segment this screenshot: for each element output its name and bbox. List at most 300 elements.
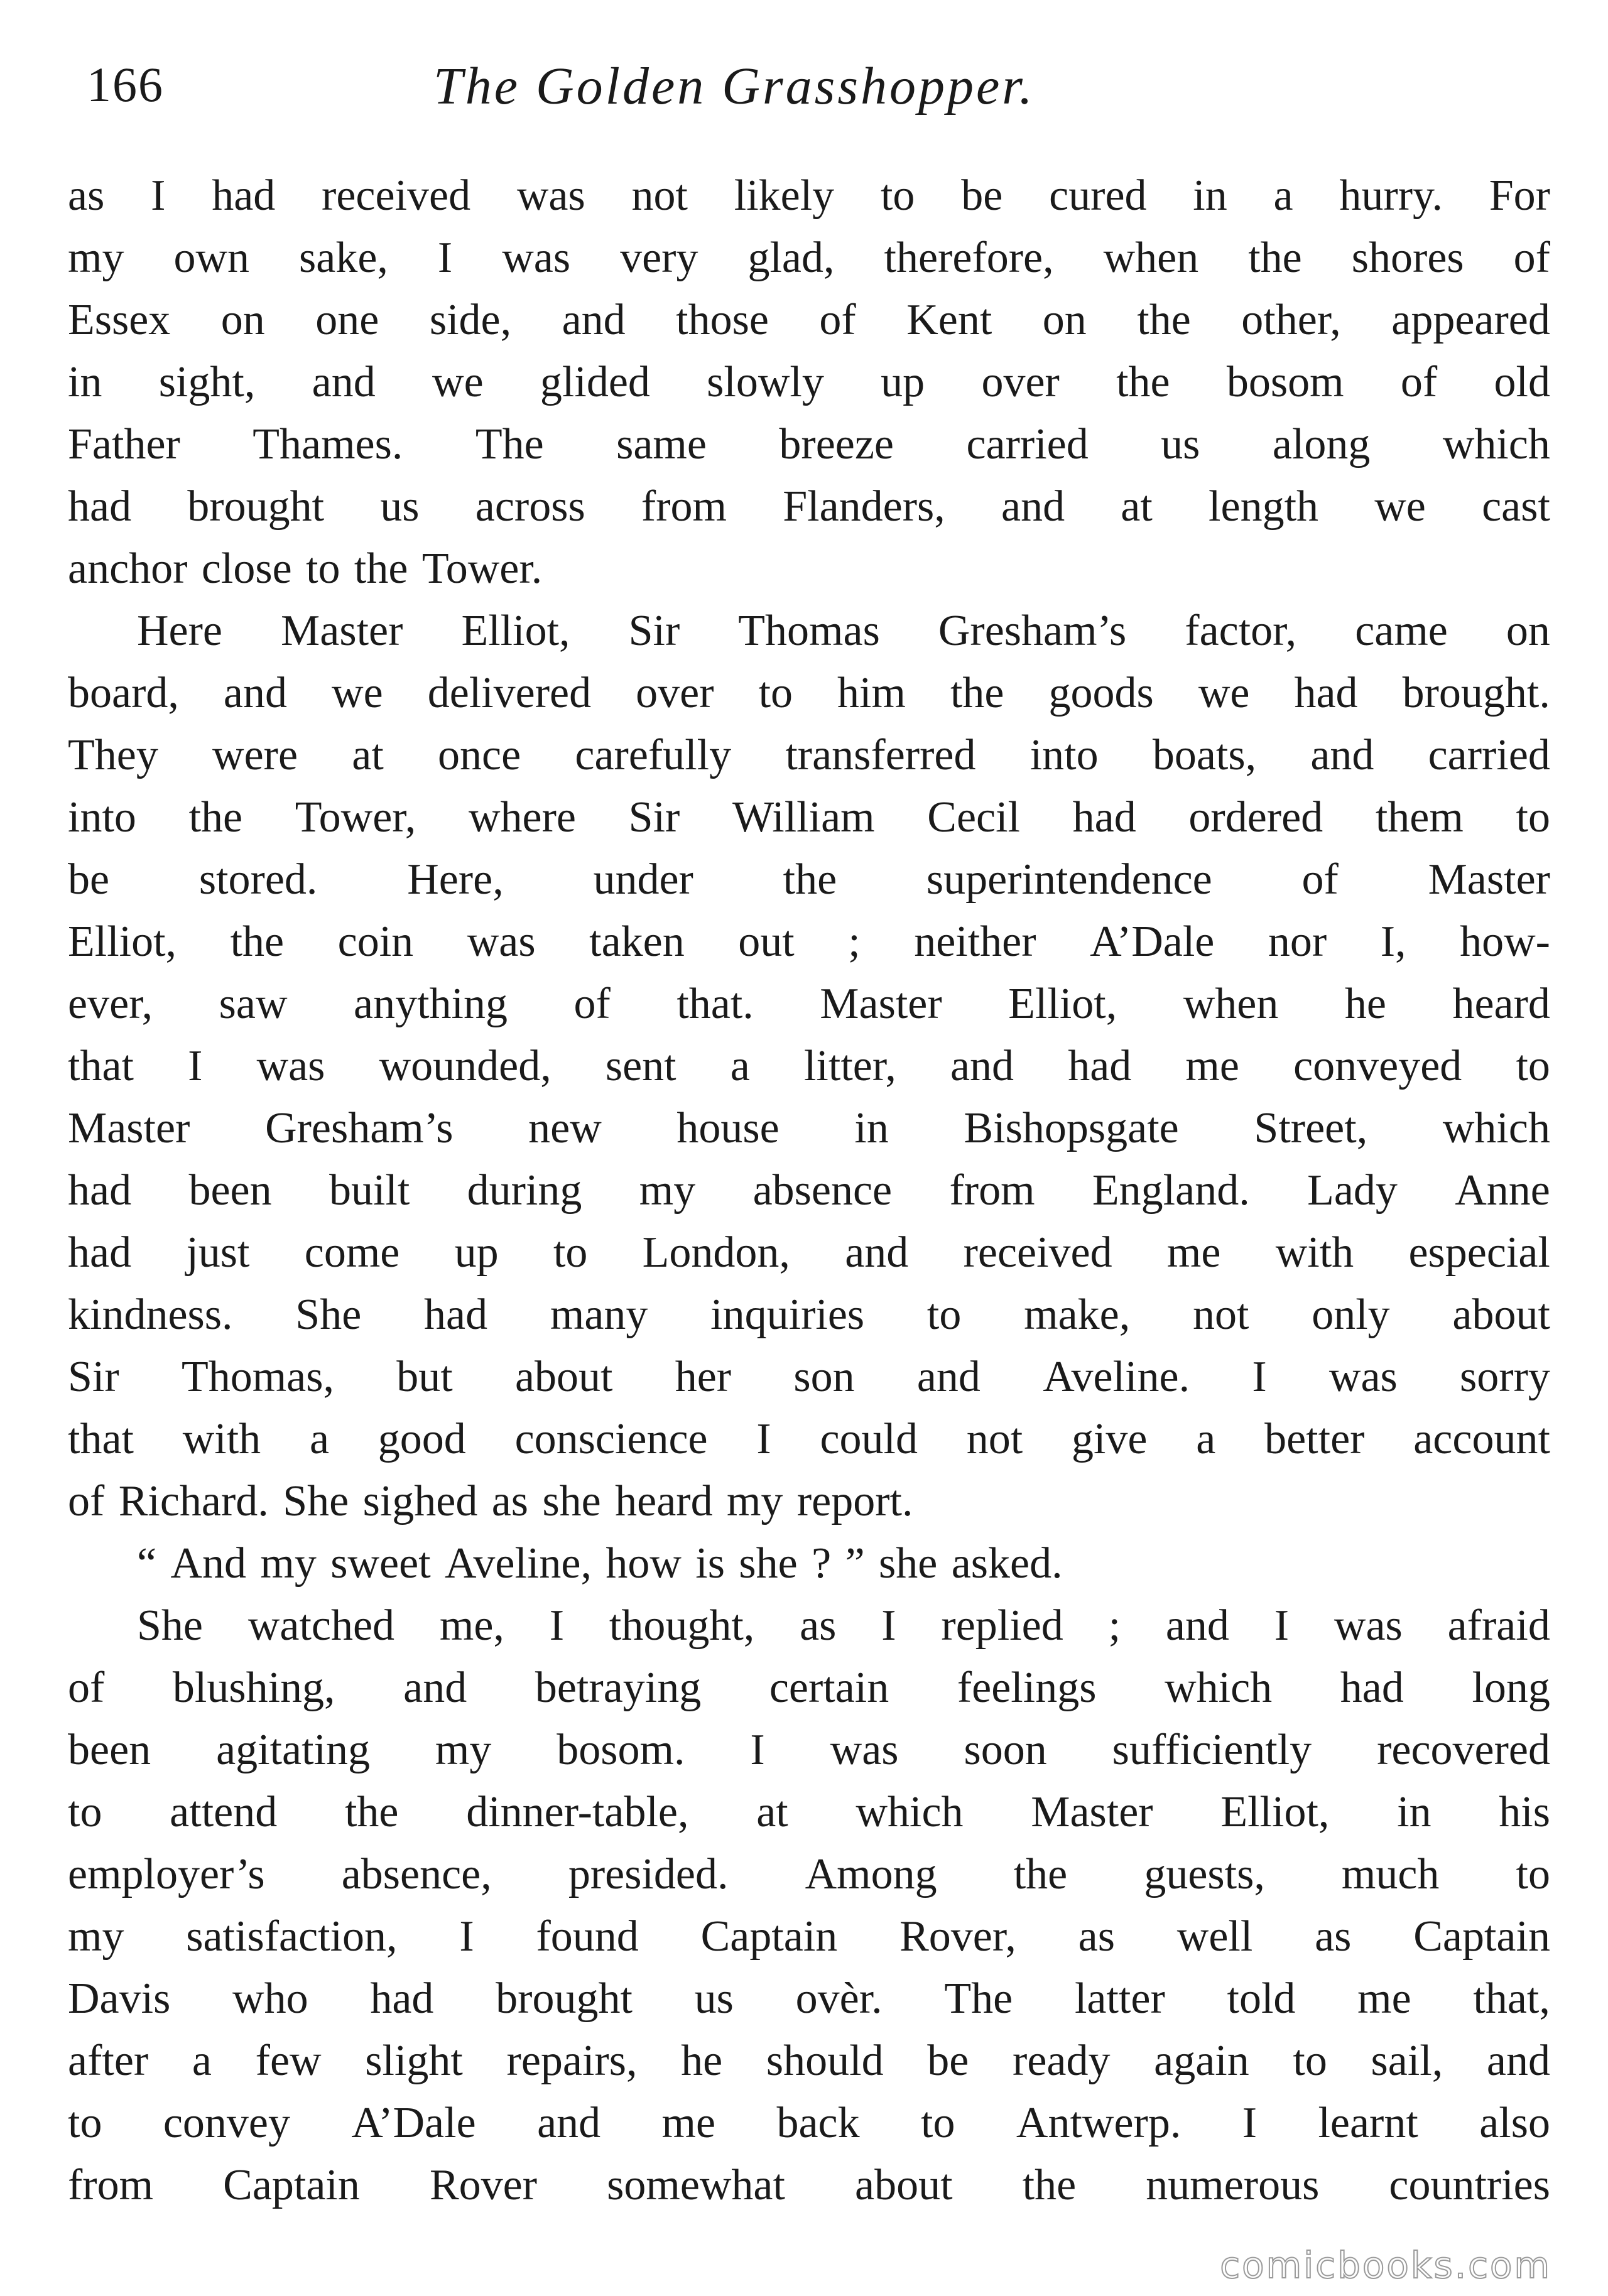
- word: back: [776, 2099, 860, 2147]
- word: which: [1165, 1664, 1273, 1712]
- word: neither: [914, 918, 1036, 966]
- word: along: [1272, 420, 1371, 468]
- word: me,: [439, 1601, 504, 1650]
- word: Elliot,: [68, 918, 177, 966]
- word: Anne: [1455, 1166, 1550, 1215]
- word: repairs,: [506, 2037, 638, 2085]
- word: ordered: [1188, 793, 1323, 842]
- word: and: [845, 1228, 909, 1277]
- word: satisfaction,: [186, 1912, 398, 1961]
- word: which: [1442, 1104, 1550, 1152]
- word: hurry.: [1339, 171, 1443, 220]
- word: brought.: [1402, 669, 1550, 717]
- word: a: [1273, 171, 1293, 220]
- word: was: [1328, 1353, 1398, 1401]
- word: same: [616, 420, 707, 468]
- word: I: [437, 234, 453, 282]
- word: attend: [170, 1788, 278, 1836]
- word: I: [188, 1042, 203, 1090]
- word: boats,: [1152, 731, 1257, 779]
- word: Sir: [628, 607, 680, 655]
- word: own: [173, 234, 250, 282]
- word: sail,: [1371, 2037, 1443, 2085]
- word: cured: [1049, 171, 1147, 220]
- word: new: [528, 1104, 602, 1152]
- word: in: [1193, 171, 1227, 220]
- text-line: [68, 1346, 1550, 1408]
- word: on: [220, 296, 265, 344]
- word: once: [438, 731, 521, 779]
- word: of: [68, 1664, 105, 1712]
- word: and: [1486, 2037, 1550, 2085]
- word: superintendence: [926, 855, 1212, 904]
- word: afraid: [1447, 1601, 1550, 1650]
- word: be: [927, 2037, 969, 2085]
- word: Tower,: [295, 793, 416, 842]
- text-line: [68, 1843, 1550, 1905]
- word: he: [681, 2037, 723, 2085]
- word: Among: [805, 1850, 937, 1898]
- word: I: [151, 171, 166, 220]
- word: long: [1472, 1664, 1550, 1712]
- text-line: [68, 1719, 1550, 1781]
- word: many: [550, 1291, 648, 1339]
- word: A’Dale: [1090, 918, 1215, 966]
- word: Aveline,: [445, 1539, 592, 1588]
- word: Bishopsgate: [964, 1104, 1179, 1152]
- word: Davis: [68, 1974, 171, 2023]
- word: in: [854, 1104, 889, 1152]
- word: Cecil: [927, 793, 1020, 842]
- word: about: [855, 2161, 953, 2209]
- word: had: [424, 1291, 488, 1339]
- word: we: [332, 669, 383, 717]
- body-text: [68, 165, 1550, 2216]
- text-line: [68, 1470, 1550, 1532]
- word: very: [620, 234, 698, 282]
- word: London,: [642, 1228, 790, 1277]
- word: those: [676, 296, 769, 344]
- word: with: [1275, 1228, 1354, 1277]
- word: as: [800, 1601, 837, 1650]
- word: that,: [1473, 1974, 1550, 2023]
- word: was: [502, 234, 571, 282]
- word: again: [1154, 2037, 1249, 2085]
- word: she: [542, 1477, 601, 1525]
- word: come: [304, 1228, 400, 1277]
- word: and: [562, 296, 626, 344]
- word: litter,: [803, 1042, 896, 1090]
- word: us: [694, 1974, 734, 2023]
- word: close: [201, 544, 292, 593]
- word: and: [537, 2099, 601, 2147]
- text-line: [68, 1781, 1550, 1843]
- word: Gresham’s: [938, 607, 1127, 655]
- text-line: [68, 1284, 1550, 1346]
- word: the: [188, 793, 243, 842]
- word: under: [593, 855, 693, 904]
- word: not: [966, 1415, 1023, 1463]
- word: be: [68, 855, 110, 904]
- page-number: 166: [87, 57, 164, 112]
- word: ready: [1013, 2037, 1111, 2085]
- word: he: [1344, 980, 1386, 1028]
- word: carried: [1428, 731, 1550, 779]
- word: Elliot,: [461, 607, 570, 655]
- text-line: [68, 2092, 1550, 2154]
- word: as: [491, 1477, 529, 1525]
- word: should: [766, 2037, 884, 2085]
- word: over: [636, 669, 714, 717]
- word: goods: [1048, 669, 1154, 717]
- word: Tower.: [421, 544, 543, 593]
- running-title: The Golden Grasshopper.: [433, 57, 1035, 116]
- word: Thomas: [738, 607, 880, 655]
- word: she: [739, 1539, 798, 1588]
- word: could: [820, 1415, 918, 1463]
- word: in: [68, 358, 102, 406]
- text-line: [68, 413, 1550, 475]
- word: well: [1176, 1912, 1253, 1961]
- word: as: [68, 171, 105, 220]
- word: I: [549, 1601, 565, 1650]
- word: to: [1516, 793, 1550, 842]
- word: Rover,: [899, 1912, 1016, 1961]
- watermark-logo: comicbooks.com: [1220, 2244, 1551, 2287]
- word: She: [283, 1477, 349, 1525]
- text-line: [68, 1408, 1550, 1470]
- word: and: [1310, 731, 1374, 779]
- word: to: [926, 1291, 962, 1339]
- word: Captain: [1413, 1912, 1550, 1961]
- word: I: [459, 1912, 474, 1961]
- word: my: [68, 234, 124, 282]
- word: that.: [676, 980, 754, 1028]
- word: transferred: [785, 731, 976, 779]
- text-line: [68, 848, 1550, 911]
- word: Street,: [1254, 1104, 1368, 1152]
- word: into: [1029, 731, 1099, 779]
- word: when: [1103, 234, 1199, 282]
- word: Captain: [223, 2161, 360, 2209]
- word: had: [1340, 1664, 1404, 1712]
- word: across: [475, 482, 585, 531]
- word: to: [68, 2099, 102, 2147]
- word: him: [837, 669, 906, 717]
- word: anything: [354, 980, 508, 1028]
- word: heard: [1452, 980, 1550, 1028]
- word: Kent: [906, 296, 992, 344]
- word: dinner-table,: [466, 1788, 689, 1836]
- word: but: [396, 1353, 453, 1401]
- word: anchor: [68, 544, 188, 593]
- word: Here,: [407, 855, 504, 904]
- word: me: [661, 2099, 716, 2147]
- word: in: [1397, 1788, 1431, 1836]
- word: absence: [752, 1166, 893, 1215]
- word: Master: [281, 607, 403, 655]
- word: that: [68, 1415, 134, 1463]
- text-line: [68, 1532, 1550, 1595]
- word: And: [170, 1539, 247, 1588]
- word: from: [641, 482, 727, 531]
- word: and: [916, 1353, 981, 1401]
- word: and: [403, 1664, 467, 1712]
- word: nor: [1268, 918, 1327, 966]
- word: Lady: [1307, 1166, 1398, 1215]
- text-line: [68, 1035, 1550, 1097]
- word: slight: [365, 2037, 463, 2085]
- text-line: [68, 165, 1550, 227]
- word: who: [232, 1974, 308, 2023]
- word: glided: [540, 358, 650, 406]
- word: Sir: [628, 793, 680, 842]
- word: had: [1072, 793, 1136, 842]
- text-line: [68, 538, 1550, 600]
- text-line: [68, 1097, 1550, 1159]
- word: Father: [68, 420, 180, 468]
- word: Richard.: [118, 1477, 269, 1525]
- word: us: [1161, 420, 1200, 468]
- word: somewhat: [607, 2161, 785, 2209]
- word: ovèr.: [795, 1974, 883, 2023]
- word: stored.: [198, 855, 318, 904]
- word: house: [676, 1104, 780, 1152]
- word: Elliot,: [1220, 1788, 1330, 1836]
- word: out: [738, 918, 795, 966]
- word: my: [726, 1477, 783, 1525]
- text-line: [68, 351, 1550, 413]
- word: watched: [247, 1601, 395, 1650]
- word: recovered: [1377, 1726, 1550, 1774]
- word: I: [750, 1726, 765, 1774]
- word: to: [921, 2099, 955, 2147]
- word: me: [1166, 1228, 1221, 1277]
- word: the: [344, 1788, 399, 1836]
- word: where: [468, 793, 576, 842]
- word: Elliot,: [1008, 980, 1117, 1028]
- word: and: [1165, 1601, 1229, 1650]
- word: appeared: [1391, 296, 1550, 344]
- text-line: [68, 1221, 1550, 1284]
- text-line: [68, 289, 1550, 351]
- word: Gresham’s: [265, 1104, 454, 1152]
- text-line: [68, 786, 1550, 848]
- text-line: [68, 973, 1550, 1035]
- word: asked.: [951, 1539, 1063, 1588]
- word: Master: [68, 1104, 190, 1152]
- word: I: [881, 1601, 896, 1650]
- word: were: [212, 731, 298, 779]
- word: employer’s: [68, 1850, 265, 1898]
- word: the: [1022, 2161, 1077, 2209]
- word: and: [223, 669, 287, 717]
- word: absence,: [341, 1850, 492, 1898]
- word: replied: [941, 1601, 1063, 1650]
- word: which: [856, 1788, 964, 1836]
- word: over: [981, 358, 1060, 406]
- word: Rover: [429, 2161, 538, 2209]
- word: we: [432, 358, 484, 406]
- word: to: [68, 1788, 102, 1836]
- word: ever,: [68, 980, 153, 1028]
- word: make,: [1024, 1291, 1131, 1339]
- word: at: [1121, 482, 1153, 531]
- word: as: [1078, 1912, 1115, 1961]
- word: of: [1400, 358, 1438, 406]
- word: bosom: [1226, 358, 1344, 406]
- word: Antwerp.: [1016, 2099, 1182, 2147]
- word: factor,: [1185, 607, 1297, 655]
- word: “: [137, 1539, 157, 1588]
- word: The: [475, 420, 544, 468]
- word: built: [329, 1166, 410, 1215]
- word: the: [1248, 234, 1302, 282]
- word: few: [255, 2037, 322, 2085]
- word: into: [68, 793, 136, 842]
- word: had: [68, 1228, 132, 1277]
- word: received: [963, 1228, 1112, 1277]
- word: on: [1506, 607, 1550, 655]
- word: my: [260, 1539, 317, 1588]
- word: to: [306, 544, 340, 593]
- text-line: [68, 600, 1550, 662]
- word: blushing,: [172, 1664, 335, 1712]
- word: I: [1242, 2099, 1258, 2147]
- word: shores: [1351, 234, 1464, 282]
- word: had: [212, 171, 276, 220]
- word: carried: [966, 420, 1089, 468]
- word: a: [730, 1042, 750, 1090]
- word: a: [192, 2037, 212, 2085]
- word: of: [1513, 234, 1550, 282]
- word: I,: [1380, 918, 1406, 966]
- word: slowly: [707, 358, 824, 406]
- word: A’Dale: [351, 2099, 476, 2147]
- word: a: [309, 1415, 330, 1463]
- word: soon: [964, 1726, 1047, 1774]
- word: agitating: [216, 1726, 370, 1774]
- word: and: [312, 358, 376, 406]
- word: conveyed: [1293, 1042, 1462, 1090]
- word: brought: [496, 1974, 633, 2023]
- word: account: [1413, 1415, 1550, 1463]
- word: to: [758, 669, 793, 717]
- word: been: [68, 1726, 151, 1774]
- word: For: [1489, 171, 1550, 220]
- word: ?: [812, 1539, 832, 1588]
- word: the: [1013, 1850, 1068, 1898]
- word: she: [879, 1539, 938, 1588]
- word: on: [1042, 296, 1087, 344]
- word: about: [514, 1353, 613, 1401]
- word: sighed: [362, 1477, 478, 1525]
- word: be: [961, 171, 1003, 220]
- word: them: [1375, 793, 1464, 842]
- word: not: [631, 171, 688, 220]
- word: had: [370, 1974, 434, 2023]
- word: how: [606, 1539, 682, 1588]
- word: of: [819, 296, 856, 344]
- word: She: [137, 1601, 203, 1650]
- word: when: [1183, 980, 1279, 1028]
- word: Thames.: [253, 420, 403, 468]
- word: the: [230, 918, 285, 966]
- text-line: [68, 2030, 1550, 2092]
- word: especial: [1408, 1228, 1550, 1277]
- word: betraying: [535, 1664, 702, 1712]
- word: Master: [820, 980, 942, 1028]
- word: the: [1137, 296, 1191, 344]
- word: at: [352, 731, 384, 779]
- word: breeze: [779, 420, 894, 468]
- word: saw: [219, 980, 288, 1028]
- word: ;: [1108, 1601, 1121, 1650]
- word: received: [322, 171, 471, 220]
- word: Aveline.: [1043, 1353, 1190, 1401]
- word: had: [1294, 669, 1358, 717]
- word: is: [695, 1539, 725, 1588]
- word: which: [1442, 420, 1550, 468]
- word: the: [354, 544, 408, 593]
- word: was: [516, 171, 585, 220]
- word: presided.: [568, 1850, 729, 1898]
- word: better: [1264, 1415, 1365, 1463]
- word: had: [68, 482, 132, 531]
- word: conscience: [514, 1415, 708, 1463]
- word: delivered: [427, 669, 592, 717]
- word: I: [756, 1415, 771, 1463]
- word: of: [1301, 855, 1339, 904]
- text-line: [68, 1657, 1550, 1719]
- word: The: [944, 1974, 1013, 2023]
- word: son: [793, 1353, 855, 1401]
- word: was: [830, 1726, 899, 1774]
- word: also: [1479, 2099, 1550, 2147]
- word: and: [1001, 482, 1065, 531]
- word: thought,: [609, 1601, 755, 1650]
- word: Here: [137, 607, 223, 655]
- word: up: [454, 1228, 499, 1277]
- word: likely: [734, 171, 835, 220]
- word: about: [1452, 1291, 1550, 1339]
- text-line: [68, 227, 1550, 289]
- word: Sir: [68, 1353, 119, 1401]
- text-line: [68, 475, 1550, 538]
- word: his: [1499, 1788, 1550, 1836]
- word: sufficiently: [1112, 1726, 1312, 1774]
- word: They: [68, 731, 158, 779]
- word: countries: [1389, 2161, 1550, 2209]
- word: board,: [68, 669, 179, 717]
- word: us: [380, 482, 420, 531]
- word: to: [1293, 2037, 1327, 2085]
- word: of: [573, 980, 611, 1028]
- word: England.: [1092, 1166, 1250, 1215]
- text-line: [68, 1968, 1550, 2030]
- word: glad,: [747, 234, 835, 282]
- word: kindness.: [68, 1291, 233, 1339]
- word: heard: [615, 1477, 713, 1525]
- word: to: [880, 171, 915, 220]
- word: inquiries: [710, 1291, 865, 1339]
- text-line: [68, 2154, 1550, 2216]
- word: sake,: [299, 234, 388, 282]
- word: numerous: [1146, 2161, 1320, 2209]
- word: with: [182, 1415, 261, 1463]
- word: and: [950, 1042, 1014, 1090]
- word: was: [467, 918, 536, 966]
